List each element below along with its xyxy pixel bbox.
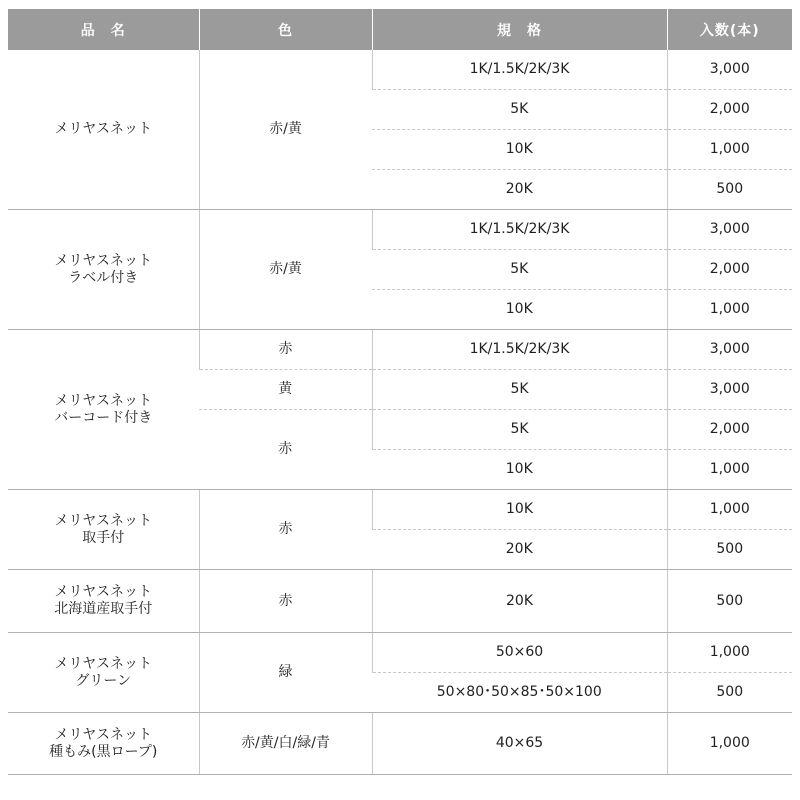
quantity-cell: 1,000 xyxy=(667,450,792,490)
spec-cell: 10K xyxy=(372,450,667,490)
quantity-cell: 1,000 xyxy=(667,290,792,330)
quantity-cell: 500 xyxy=(667,570,792,633)
spec-cell: 1K/1.5K/2K/3K xyxy=(372,210,667,250)
quantity-cell: 2,000 xyxy=(667,250,792,290)
quantity-cell: 2,000 xyxy=(667,410,792,450)
product-name-line: メリヤスネット xyxy=(54,121,152,137)
product-name-cell xyxy=(8,210,199,330)
product-name-line: メリヤスネット xyxy=(54,392,152,409)
quantity-cell: 500 xyxy=(667,673,792,713)
spec-cell: 5K xyxy=(372,370,667,410)
product-name-line: メリヤスネット xyxy=(54,726,152,743)
product-table-container xyxy=(8,9,792,775)
product-name-subline: 北海道産取手付 xyxy=(54,601,153,617)
color-cell: 赤/黄 xyxy=(199,210,372,330)
product-name-cell xyxy=(8,633,199,713)
quantity-cell: 1,000 xyxy=(667,490,792,530)
product-name-subline: ラベル付き xyxy=(68,269,139,286)
table-row xyxy=(8,50,792,90)
color-cell: 緑 xyxy=(199,633,372,713)
product-name-line: メリヤスネット xyxy=(54,252,152,269)
quantity-cell: 500 xyxy=(667,170,792,210)
spec-cell: 10K xyxy=(372,130,667,170)
color-cell: 赤 xyxy=(199,570,372,633)
table-row xyxy=(8,210,792,250)
product-name-subline: 取手付 xyxy=(82,529,125,546)
spec-cell: 20K xyxy=(372,170,667,210)
quantity-cell: 3,000 xyxy=(667,370,792,410)
header-color: 色 xyxy=(199,9,372,50)
product-name-cell xyxy=(8,50,199,210)
header-product-name: 品 名 xyxy=(8,9,199,50)
quantity-cell: 3,000 xyxy=(667,330,792,370)
quantity-cell: 1,000 xyxy=(667,633,792,673)
color-cell: 赤 xyxy=(199,330,372,370)
spec-cell: 5K xyxy=(372,410,667,450)
spec-cell: 1K/1.5K/2K/3K xyxy=(372,50,667,90)
product-name-cell xyxy=(8,713,199,775)
table-row xyxy=(8,713,792,775)
spec-cell: 10K xyxy=(372,490,667,530)
spec-cell: 50×80･50×85･50×100 xyxy=(372,673,667,713)
product-name-cell xyxy=(8,490,199,570)
product-name-subline: 種もみ(黒ロープ) xyxy=(49,743,158,760)
spec-cell: 50×60 xyxy=(372,633,667,673)
table-row xyxy=(8,633,792,673)
product-name-cell xyxy=(8,570,199,633)
product-name-line: メリヤスネット xyxy=(54,655,152,672)
color-cell: 黄 xyxy=(199,370,372,410)
quantity-cell: 1,000 xyxy=(667,130,792,170)
quantity-cell: 3,000 xyxy=(667,50,792,90)
quantity-cell: 500 xyxy=(667,530,792,570)
product-name-line: メリヤスネット xyxy=(54,512,152,529)
spec-cell: 40×65 xyxy=(372,713,667,775)
spec-cell: 10K xyxy=(372,290,667,330)
table-row xyxy=(8,330,792,370)
quantity-cell: 2,000 xyxy=(667,90,792,130)
quantity-cell: 3,000 xyxy=(667,210,792,250)
header-quantity: 入数(本) xyxy=(667,9,792,50)
spec-cell: 5K xyxy=(372,250,667,290)
table-row xyxy=(8,570,792,633)
spec-cell: 20K xyxy=(372,530,667,570)
product-name-cell xyxy=(8,330,199,490)
product-table xyxy=(8,9,792,775)
header-spec: 規 格 xyxy=(372,9,667,50)
product-name-line: メリヤスネット xyxy=(54,584,152,600)
color-cell: 赤 xyxy=(199,490,372,570)
spec-cell: 5K xyxy=(372,90,667,130)
color-cell: 赤/黄/白/緑/青 xyxy=(199,713,372,775)
product-name-subline: グリーン xyxy=(75,672,132,689)
color-cell: 赤/黄 xyxy=(199,50,372,210)
spec-cell: 1K/1.5K/2K/3K xyxy=(372,330,667,370)
product-name-subline: バーコード付き xyxy=(54,409,153,426)
table-row xyxy=(8,490,792,530)
color-cell: 赤 xyxy=(199,410,372,490)
spec-cell: 20K xyxy=(372,570,667,633)
quantity-cell: 1,000 xyxy=(667,713,792,775)
table-header-row xyxy=(8,9,792,50)
